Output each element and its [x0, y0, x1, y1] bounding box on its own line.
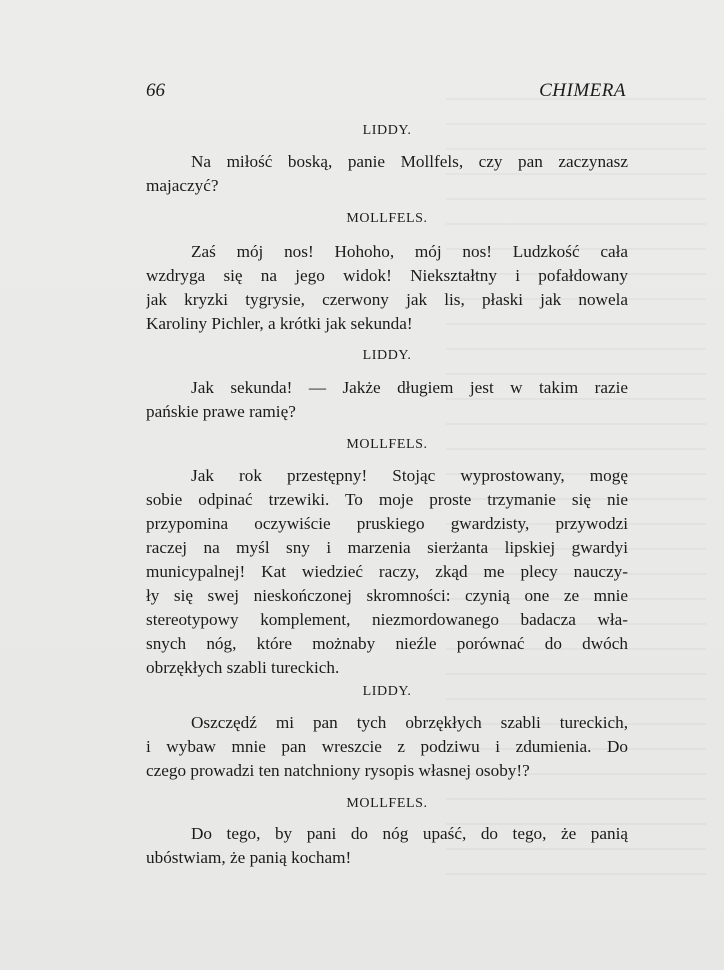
text-line: jak kryzki tygrysie, czerwony jak lis, płaski jak nowela [146, 290, 628, 309]
speaker-name: MOLLFELS. [346, 211, 428, 226]
book-title: CHIMERA [539, 80, 626, 101]
speech-text [146, 240, 628, 336]
text-line: Karoliny Pichler, a krótki jak sekunda! [146, 314, 413, 333]
text-line: stereotypowy komplement, niezmordowanego badacza wła- [146, 610, 628, 629]
speech-text [146, 376, 628, 424]
text-line: wzdryga się na jego widok! Niekształtny i pofałdowany [146, 266, 628, 285]
text-line: Na miłość boską, panie Mollfels, czy pan zaczynasz [191, 152, 628, 171]
dialogue-exchange [146, 437, 628, 453]
text-line: przypomina oczywiście pruskiego gwardzisty, przywodzi [146, 514, 628, 533]
text-line: Jak sekunda! — Jakże długiem jest w takim razie [191, 378, 628, 397]
text-line: majaczyć? [146, 176, 219, 195]
text-line: ubóstwiam, że panią kocham! [146, 848, 352, 867]
text-line: Jak rok przestępny! Stojąc wyprostowany, mogę [191, 466, 628, 485]
page-number: 66 [146, 80, 165, 101]
dialogue-exchange [146, 211, 628, 227]
speaker-name: LIDDY. [362, 348, 412, 363]
speaker-name: MOLLFELS. [346, 437, 428, 452]
text-line: ły się swej nieskończonej skromności: czynią one ze mnie [146, 586, 628, 605]
text-line: raczej na myśl sny i marzenia sierżanta lipskiej gwardyi [146, 538, 628, 557]
dialogue-exchange [146, 684, 628, 700]
text-line: czego prowadzi ten natchniony rysopis własnej osoby!? [146, 761, 530, 780]
speech-text [146, 150, 628, 198]
text-line: Do tego, by pani do nóg upaść, do tego, że panią [191, 824, 628, 843]
text-line: Zaś mój nos! Hohoho, mój nos! Ludzkość cała [191, 242, 628, 261]
dialogue-exchange [146, 348, 628, 364]
dialogue-exchange [146, 796, 628, 812]
speech-text [146, 711, 628, 783]
speech-text [146, 822, 628, 870]
speaker-name: LIDDY. [362, 123, 412, 138]
text-line: i wybaw mnie pan wreszcie z podziwu i zdumienia. Do [146, 737, 628, 756]
speaker-name: MOLLFELS. [346, 796, 428, 811]
dialogue-exchange [146, 123, 628, 139]
text-line: snych nóg, które możnaby nieźle porównać do dwóch [146, 634, 628, 653]
text-line: Oszczędź mi pan tych obrzękłych szabli tureckich, [191, 713, 628, 732]
text-line: pańskie prawe ramię? [146, 402, 296, 421]
speaker-name: LIDDY. [362, 684, 412, 699]
speech-text [146, 464, 628, 680]
text-line: municypalnej! Kat wiedzieć raczy, zkąd me plecy nauczy- [146, 562, 628, 581]
text-line: obrzękłych szabli tureckich. [146, 658, 340, 677]
running-head [146, 80, 626, 106]
text-line: sobie odpinać trzewiki. To moje proste trzymanie się nie [146, 490, 628, 509]
